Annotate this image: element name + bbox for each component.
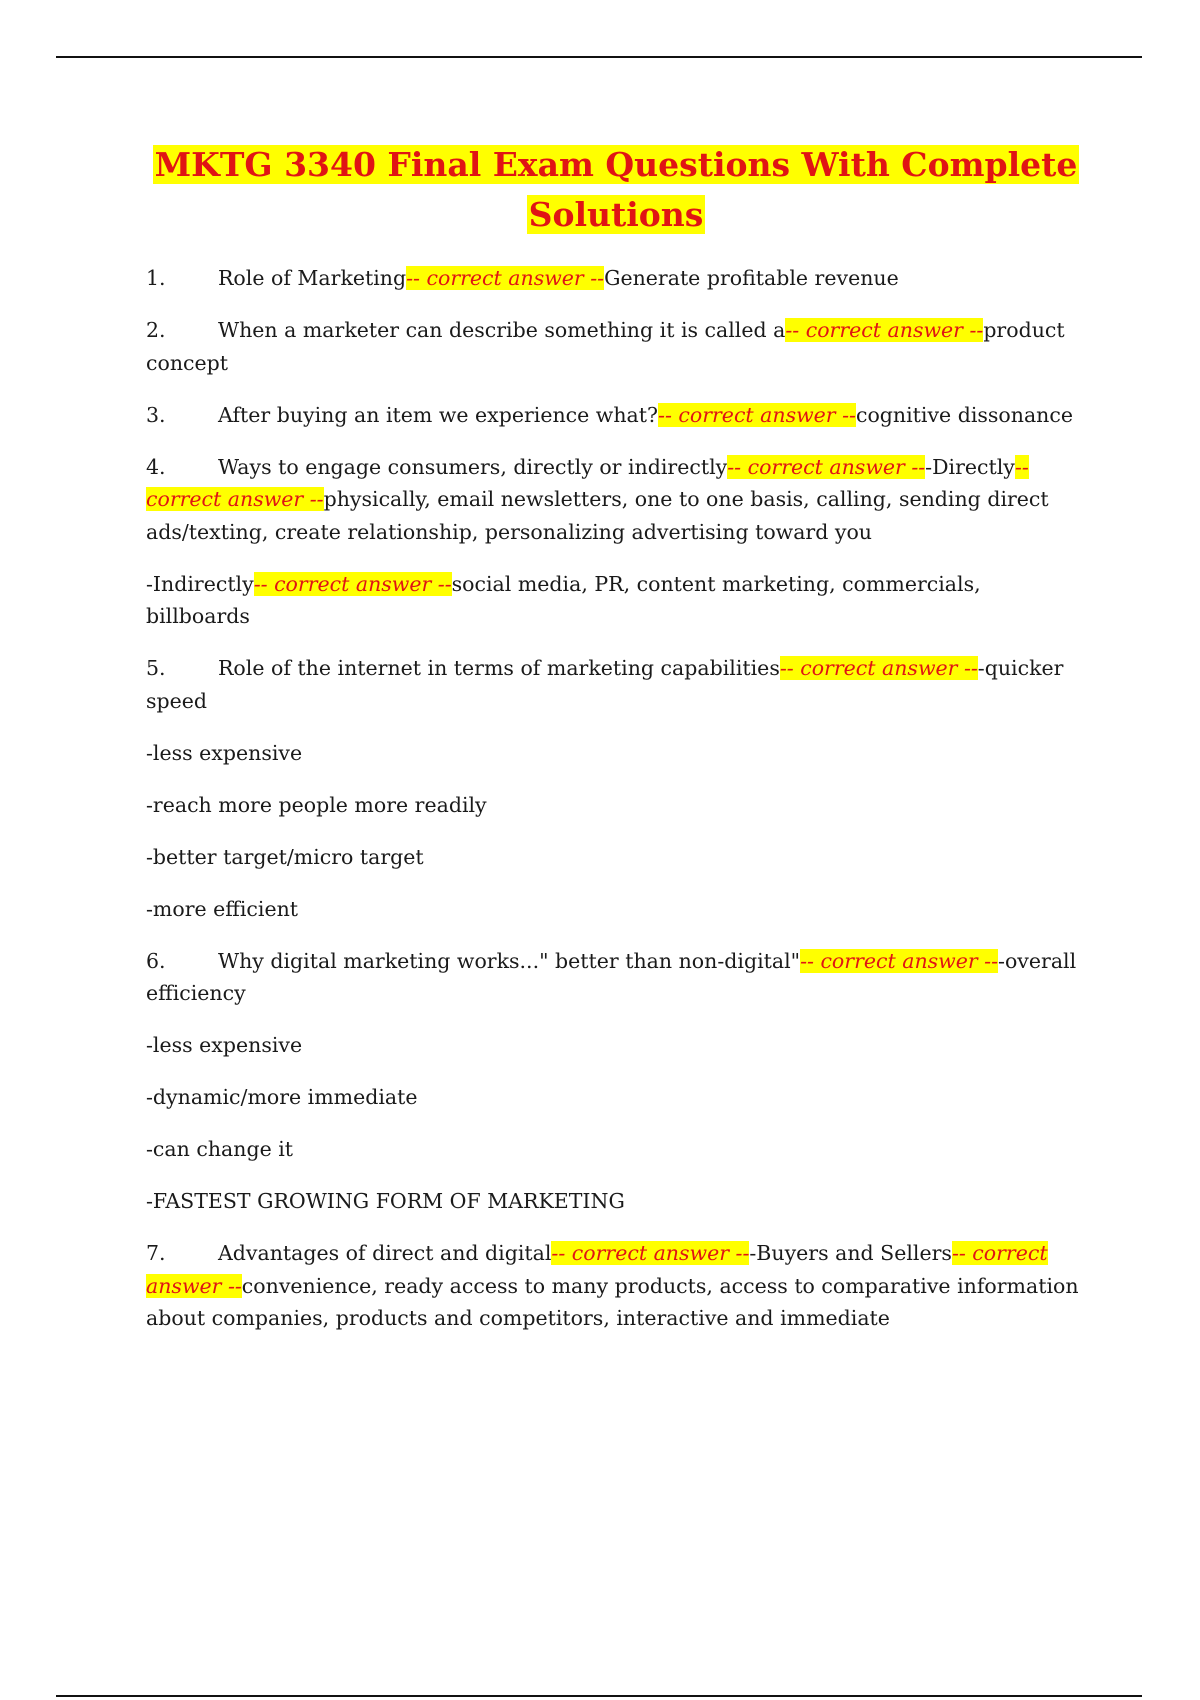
question-list <box>146 262 1086 1354</box>
top-rule <box>56 56 1142 58</box>
paragraph-text: -reach more people more readily <box>146 792 487 817</box>
paragraph-text: product concept <box>146 318 1065 375</box>
question-number: 7. <box>146 1241 166 1265</box>
paragraph-text: physically, email newsletters, one to one basis, calling, sending direct ads/texting, create relationship, personalizing advertising toward you <box>146 487 1049 544</box>
question-paragraph <box>146 1133 1086 1166</box>
paragraph-text: Role of the internet in terms of marketing capabilities <box>218 656 780 680</box>
paragraph-text: cognitive dissonance <box>855 402 1074 427</box>
paragraph-text: Ways to engage consumers, directly or indirectly <box>218 454 728 479</box>
title-line-2: Solutions <box>528 195 704 234</box>
paragraph-text: Advantages of direct and digital <box>218 1241 552 1265</box>
paragraph-text: Role of Marketing <box>218 266 407 290</box>
question-paragraph <box>146 945 1086 1010</box>
answer-marker: -- correct answer -- <box>800 948 999 973</box>
answer-marker: -- correct answer -- <box>253 571 452 596</box>
question-number: 3. <box>146 402 166 427</box>
paragraph-text: When a marketer can describe something it is called a <box>218 318 786 342</box>
paragraph-text: Why digital marketing works..." better than non-digital" <box>218 948 801 973</box>
question-paragraph <box>146 893 1086 926</box>
paragraph-text: -quicker speed <box>146 656 1064 713</box>
question-paragraph <box>146 451 1086 549</box>
answer-marker: -- correct answer -- <box>406 266 605 290</box>
paragraph-text: -FASTEST GROWING FORM OF MARKETING <box>146 1189 625 1213</box>
paragraph-text: Generate profitable revenue <box>604 266 899 290</box>
paragraph-text: -less expensive <box>146 740 303 765</box>
answer-marker: -- correct answer -- <box>146 1241 1048 1298</box>
paragraph-text: -less expensive <box>146 1033 303 1057</box>
question-paragraph <box>146 314 1086 379</box>
question-number: 1. <box>146 266 166 290</box>
question-paragraph <box>146 841 1086 874</box>
answer-marker: -- correct answer -- <box>551 1241 750 1265</box>
title-line-1: MKTG 3340 Final Exam Questions With Complete <box>154 145 1078 184</box>
paragraph-text: -overall efficiency <box>146 948 1077 1005</box>
question-number: 4. <box>146 454 166 479</box>
question-paragraph <box>146 1237 1086 1335</box>
paragraph-text: -Directly <box>925 454 1015 479</box>
question-paragraph <box>146 737 1086 770</box>
question-number: 6. <box>146 948 166 973</box>
question-paragraph <box>146 789 1086 822</box>
question-paragraph <box>146 1029 1086 1062</box>
question-paragraph <box>146 652 1086 717</box>
question-paragraph <box>146 1185 1086 1218</box>
paragraph-text: -dynamic/more immediate <box>146 1085 418 1109</box>
answer-marker: -- correct answer -- <box>779 656 978 680</box>
question-paragraph <box>146 399 1086 432</box>
question-paragraph <box>146 262 1086 295</box>
question-number: 2. <box>146 318 166 342</box>
question-paragraph <box>146 568 1086 633</box>
paragraph-text: -Indirectly <box>146 571 254 596</box>
paragraph-text: -more efficient <box>146 896 299 921</box>
paragraph-text: social media, PR, content marketing, commercials, billboards <box>146 571 981 628</box>
paragraph-text: -better target/micro target <box>146 844 424 869</box>
paragraph-text: convenience, ready access to many products, access to comparative information about companies, products and competitors, interactive and immediate <box>146 1273 1079 1330</box>
answer-marker: -- correct answer -- <box>727 454 926 479</box>
paragraph-text: -Buyers and Sellers <box>749 1241 952 1265</box>
paragraph-text: After buying an item we experience what? <box>218 402 659 427</box>
question-number: 5. <box>146 656 166 680</box>
answer-marker: -- correct answer -- <box>658 402 856 427</box>
bottom-rule <box>56 1695 1142 1697</box>
answer-marker: -- correct answer -- <box>785 318 984 342</box>
paragraph-text: -can change it <box>146 1137 294 1161</box>
document-title <box>90 140 1142 240</box>
answer-marker: -- correct answer -- <box>146 454 1029 511</box>
question-paragraph <box>146 1081 1086 1114</box>
